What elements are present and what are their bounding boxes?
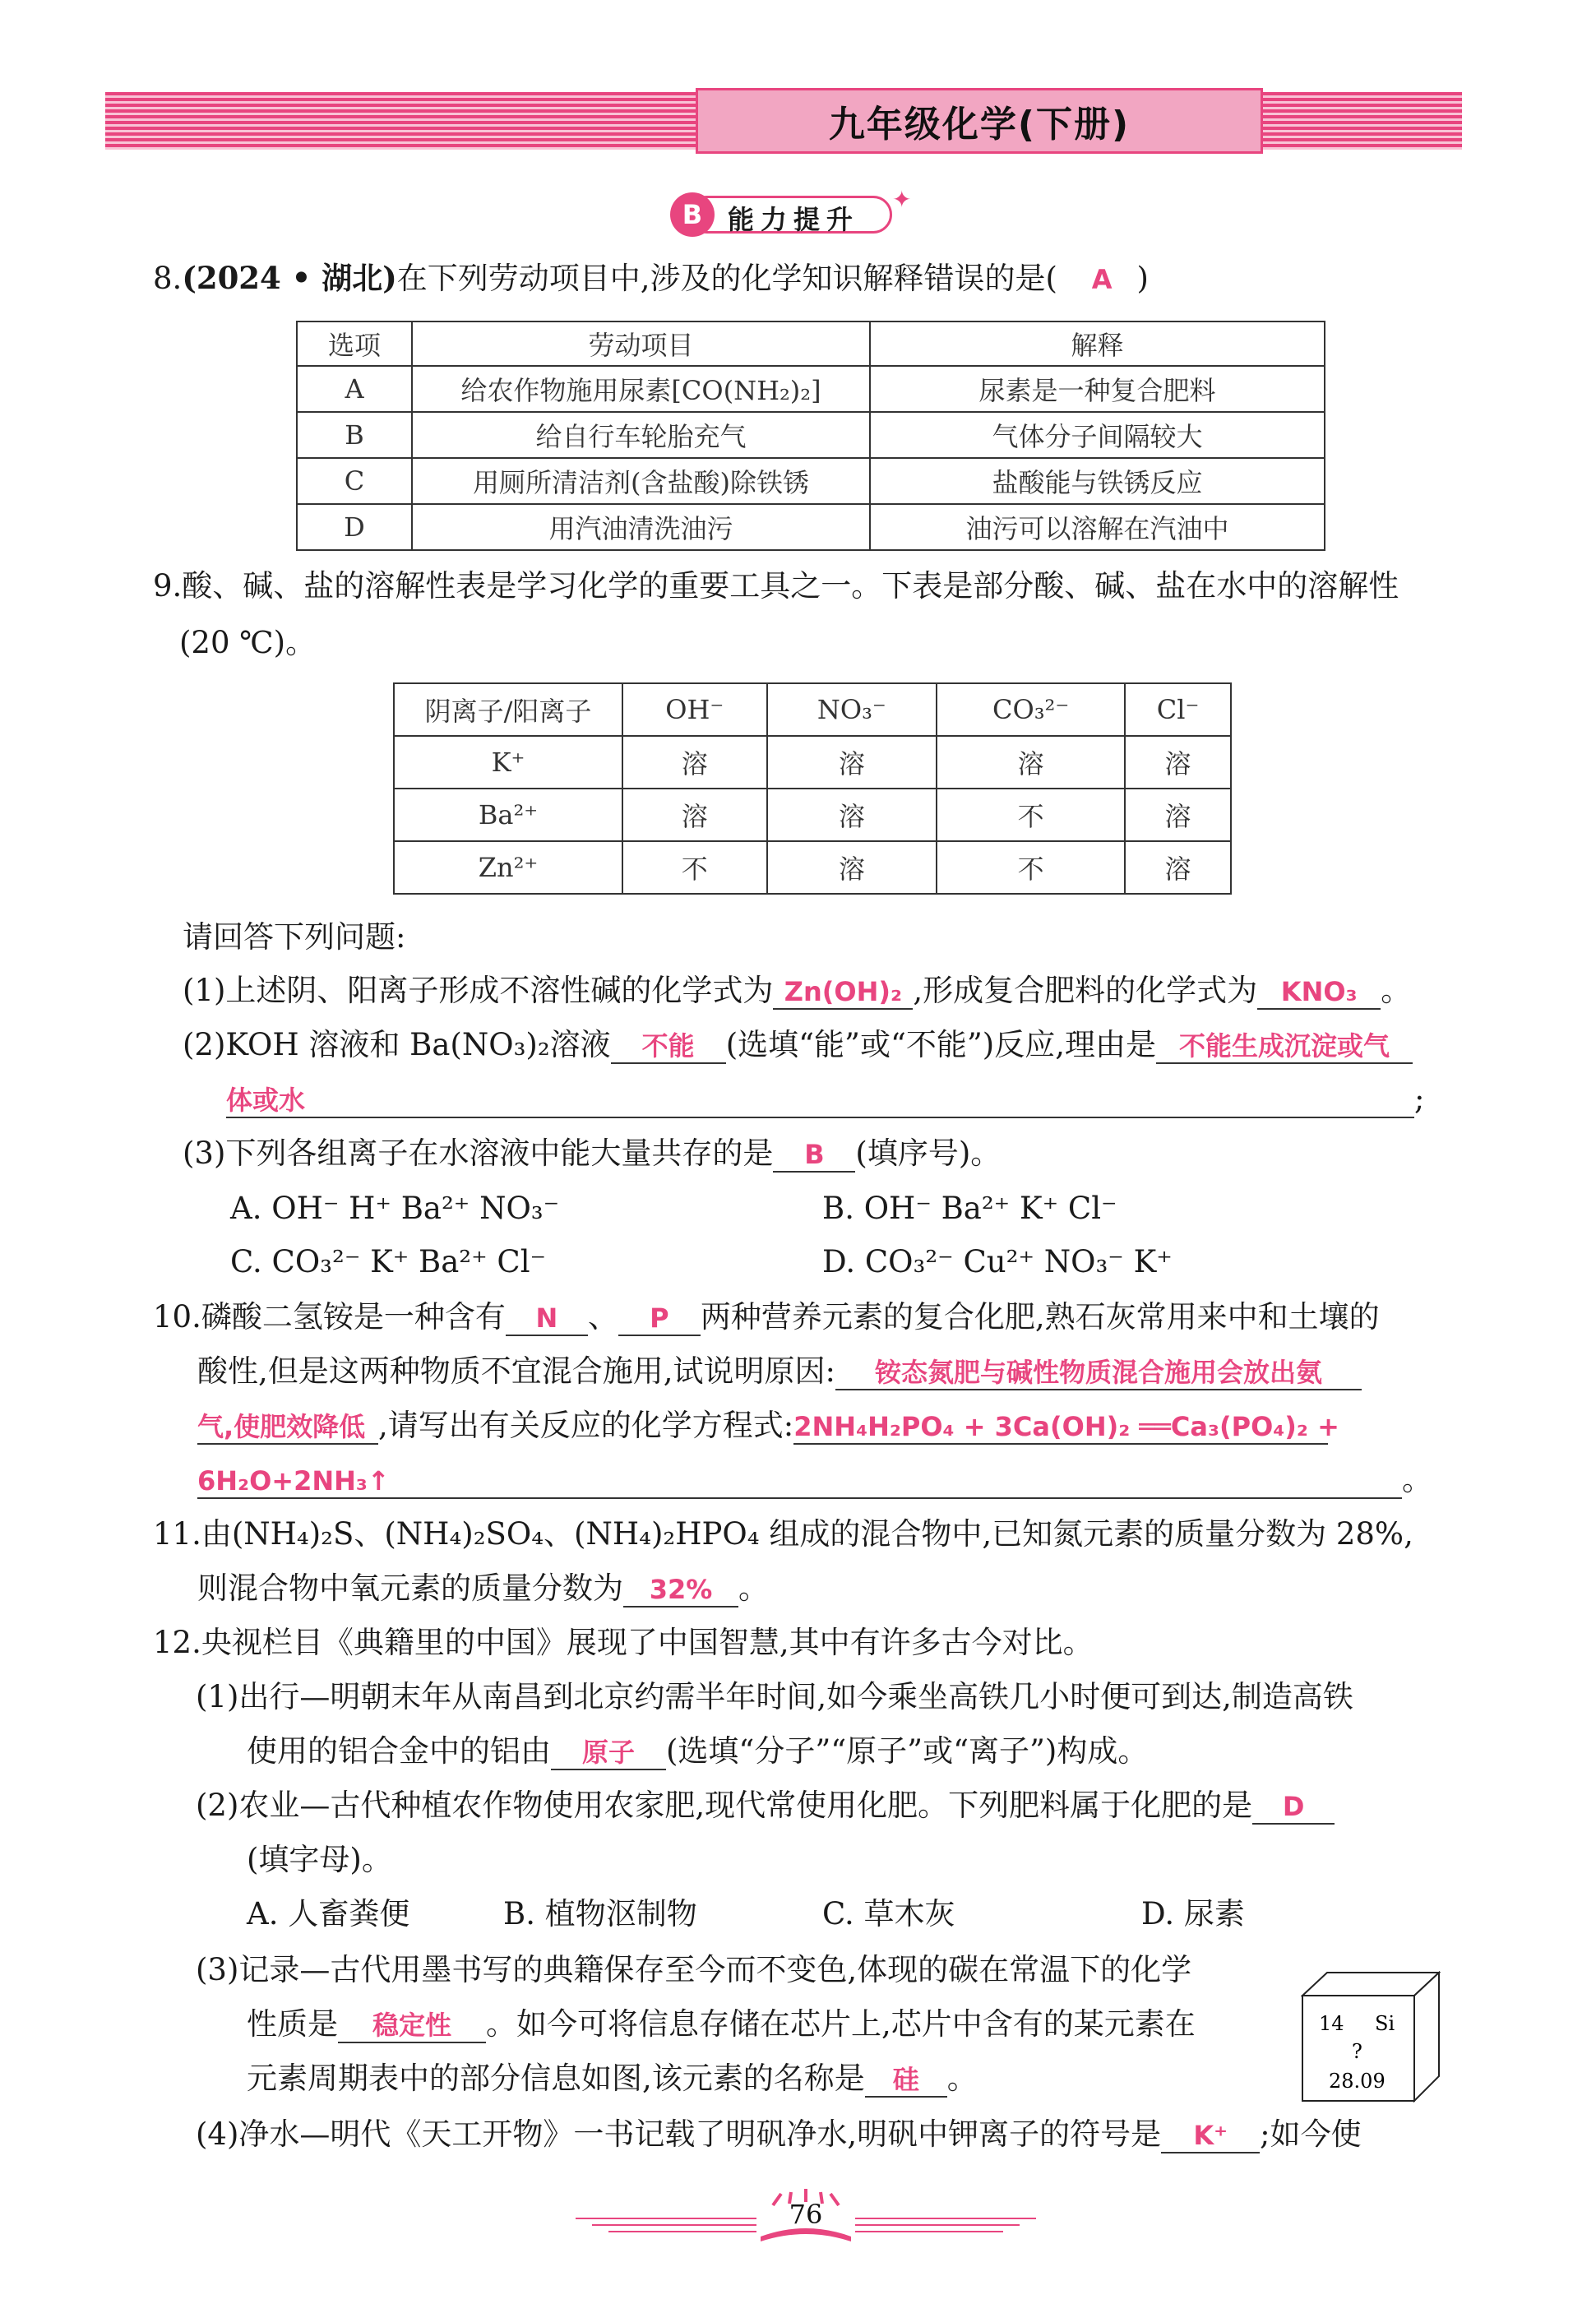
page-footer: [559, 2187, 1052, 2253]
q10-line4: 6H₂O+2NH₃↑ 。: [197, 1462, 1432, 1497]
q10-answer2: P: [650, 1302, 669, 1334]
q9-part3: (3)下列各组离子在水溶液中能大量共存的是 B (填序号)。: [183, 1136, 1002, 1171]
q10-line2: 酸性,但是这两种物质不宜混合施用,试说明原因: 铵态氮肥与碱性物质混合施用会放出氨: [197, 1355, 1362, 1390]
q8-cell: 油污可以溶解在汽油中: [870, 504, 1325, 550]
q12-part3: (3)记录—古代用墨书写的典籍保存至今而不变色,体现的碳在常温下的化学: [196, 1952, 1192, 1987]
q12-option-a: A. 人畜粪便: [247, 1896, 410, 1931]
section-title: 能力提升: [728, 204, 860, 235]
q9-part2: (2)KOH 溶液和 Ba(NO₃)₂溶液 不能 (选填“能”或“不能”)反应,理由是 不能生成沉淀或气: [183, 1029, 1413, 1064]
q12-part3-line3: 元素周期表中的部分信息如图,该元素的名称是 硅 。: [247, 2061, 978, 2096]
q12-p3-answer1: 稳定性: [372, 2010, 451, 2041]
q9-p2-answer2b: 体或水: [226, 1085, 306, 1116]
q9-option-b: B. OH⁻ Ba²⁺ K⁺ Cl⁻: [822, 1191, 1117, 1226]
q9-cation: Zn²⁺: [394, 841, 622, 894]
element-mass: 28.09: [1329, 2070, 1386, 2093]
element-number: 14: [1319, 2012, 1344, 2035]
q9-table: [393, 682, 1232, 895]
q9-anion: CO₃²⁻: [937, 683, 1125, 736]
q9-cell: 溶: [767, 789, 937, 841]
q11-line1: 11.由(NH₄)₂S、(NH₄)₂SO₄、(NH₄)₂HPO₄ 组成的混合物中,已知氮元素的质量分数为 28%,: [153, 1516, 1413, 1552]
q8-th: 选项: [297, 322, 412, 366]
q10-answer3a: 铵态氮肥与碱性物质混合施用会放出氨: [874, 1357, 1322, 1388]
q8-cell: 给农作物施用尿素[CO(NH₂)₂]: [412, 366, 870, 412]
q9-option-a: A. OH⁻ H⁺ Ba²⁺ NO₃⁻: [230, 1191, 560, 1226]
q9-part2-cont: 体或水 ;: [226, 1081, 1425, 1117]
q12-part2: (2)农业—古代种植农作物使用农家肥,现代常使用化肥。下列肥料属于化肥的是 D: [196, 1789, 1335, 1825]
q8-table: [296, 321, 1325, 551]
q9-line2: (20 ℃)。: [179, 625, 317, 660]
q10-answer1: N: [535, 1302, 558, 1334]
q12-p2-answer: D: [1282, 1791, 1305, 1822]
q8-cell: 气体分子间隔较大: [870, 412, 1325, 458]
q9-anion: OH⁻: [622, 683, 767, 736]
q9-anion: NO₃⁻: [767, 683, 937, 736]
q9-cation: Ba²⁺: [394, 789, 622, 841]
q12-p4-answer: K⁺: [1193, 2120, 1228, 2151]
q10-answer4b: 6H₂O+2NH₃↑: [197, 1465, 390, 1497]
q9-cell: 溶: [1125, 789, 1231, 841]
q12-stem: 12.央视栏目《典籍里的中国》展现了中国智慧,其中有许多古今对比。: [153, 1625, 1094, 1660]
header-title: 九年级化学(下册): [696, 88, 1263, 154]
q10-line3: 气,使肥效降低 ,请写出有关反应的化学方程式:2NH₄H₂PO₄ + 3Ca(OH)₂ ══Ca₃(PO₄)₂ +: [197, 1408, 1339, 1443]
q9-p3-answer: B: [804, 1139, 825, 1170]
q9-cell: 不: [937, 789, 1125, 841]
q8-answer: A: [1091, 264, 1113, 295]
q8-cell: 尿素是一种复合肥料: [870, 366, 1325, 412]
q8-cell: 给自行车轮胎充气: [412, 412, 870, 458]
q9-p1-answer2: KNO₃: [1280, 976, 1358, 1007]
q9-prompt: 请回答下列问题:: [183, 919, 406, 955]
q8-cell: 用汽油清洗油污: [412, 504, 870, 550]
q8-th: 劳动项目: [412, 322, 870, 366]
q9-cell: 溶: [622, 736, 767, 789]
q8-cell: 盐酸能与铁锈反应: [870, 458, 1325, 504]
q9-cell: 溶: [767, 736, 937, 789]
q12-part1-cont: 使用的铝合金中的铝由 原子 (选填“分子”“原子”或“离子”)构成。: [247, 1733, 1149, 1769]
star-icon: ✦: [892, 186, 912, 213]
q8-cell: B: [297, 412, 412, 458]
element-symbol: Si: [1375, 2012, 1395, 2035]
q9-cell: 不: [937, 841, 1125, 894]
q10-answer3b: 气,使肥效降低: [197, 1411, 366, 1442]
q10-answer4a: 2NH₄H₂PO₄ + 3Ca(OH)₂ ══Ca₃(PO₄)₂ +: [793, 1411, 1339, 1442]
section-badge: [670, 186, 912, 238]
q9-option-d: D. CO₃²⁻ Cu²⁺ NO₃⁻ K⁺: [822, 1244, 1173, 1279]
q9-cell: 溶: [767, 841, 937, 894]
q8-stem: 8.(2024 • 湖北)在下列劳动项目中,涉及的化学知识解释错误的是( A ): [153, 260, 1149, 296]
q8-cell: C: [297, 458, 412, 504]
element-name: ?: [1352, 2040, 1362, 2063]
q8-cell: D: [297, 504, 412, 550]
page-number: 76: [789, 2199, 823, 2230]
q12-part2-cont: (填字母)。: [247, 1842, 392, 1877]
q8-cell: A: [297, 366, 412, 412]
q12-option-c: C. 草木灰: [822, 1896, 955, 1931]
q9-p2-answer1: 不能: [641, 1030, 695, 1062]
q9-cation: K⁺: [394, 736, 622, 789]
q9-part1: (1)上述阴、阳离子形成不溶性碱的化学式为 Zn(OH)₂ ,形成复合肥料的化学式为 KNO₃ 。: [183, 973, 1412, 1008]
q11-line2: 则混合物中氧元素的质量分数为 32% 。: [197, 1571, 769, 1606]
element-tile: [1301, 1971, 1441, 2103]
q10-line1: 10.磷酸二氢铵是一种含有 N 、 P 两种营养元素的复合化肥,熟石灰常用来中和土壤的: [153, 1299, 1380, 1335]
q9-corner: 阴离子/阳离子: [394, 683, 622, 736]
q9-line1: 9.酸、碱、盐的溶解性表是学习化学的重要工具之一。下表是部分酸、碱、盐在水中的溶解性: [153, 568, 1399, 604]
q9-anion: Cl⁻: [1125, 683, 1231, 736]
q8-source: (2024 • 湖北): [182, 260, 397, 296]
q12-p1-answer: 原子: [581, 1737, 635, 1768]
q9-p1-answer1: Zn(OH)₂: [784, 976, 903, 1007]
q9-option-c: C. CO₃²⁻ K⁺ Ba²⁺ Cl⁻: [230, 1244, 547, 1279]
q12-part1: (1)出行—明朝末年从南昌到北京约需半年时间,如今乘坐高铁几小时便可到达,制造高铁: [196, 1679, 1353, 1714]
q12-p3-answer2: 硅: [892, 2064, 919, 2095]
q9-cell: 溶: [937, 736, 1125, 789]
q12-option-b: B. 植物沤制物: [503, 1896, 697, 1931]
q9-cell: 不: [622, 841, 767, 894]
q9-cell: 溶: [622, 789, 767, 841]
q9-cell: 溶: [1125, 736, 1231, 789]
q12-option-d: D. 尿素: [1141, 1896, 1245, 1931]
q9-p2-answer2a: 不能生成沉淀或气: [1178, 1030, 1390, 1062]
q12-part4: (4)净水—明代《天工开物》一书记载了明矾净水,明矾中钾离子的符号是 K⁺ ;如今使: [196, 2116, 1362, 2152]
q12-part3-line2: 性质是 稳定性 。如今可将信息存储在芯片上,芯片中含有的某元素在: [247, 2006, 1196, 2042]
badge-letter: B: [670, 192, 715, 237]
q8-cell: 用厕所清洁剂(含盐酸)除铁锈: [412, 458, 870, 504]
q9-cell: 溶: [1125, 841, 1231, 894]
q11-answer: 32%: [649, 1574, 713, 1605]
q8-th: 解释: [870, 322, 1325, 366]
